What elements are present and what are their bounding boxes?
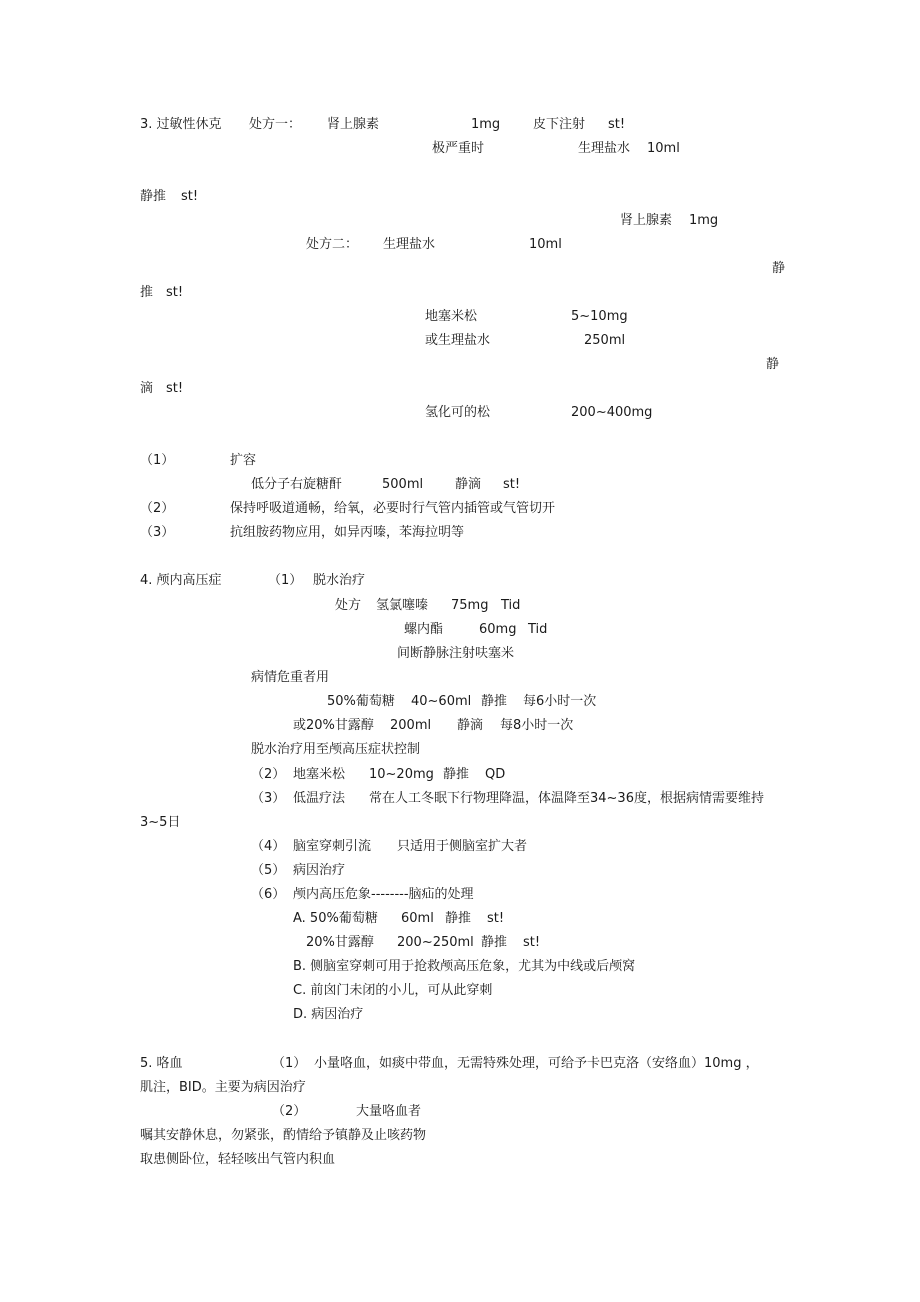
text-line: 小量咯血，如痰中带血，无需特殊处理，可给予卡巴克洛（安络血）10mg ，	[314, 1056, 759, 1071]
text-line: 保持呼吸道通畅，给氧，必要时行气管内插管或气管切开	[230, 501, 556, 516]
text-line: 处方	[335, 598, 362, 613]
text-line: 3. 过敏性休克	[140, 117, 222, 132]
text-line: Tid	[501, 598, 521, 613]
text-line: 滴	[140, 381, 154, 396]
text-line: 推	[140, 285, 154, 300]
text-line: 病因治疗	[293, 863, 346, 878]
text-line: 40~60ml	[411, 694, 472, 709]
text-line: 扩容	[230, 453, 257, 468]
text-line: 50%葡萄糖	[327, 694, 395, 709]
text-line: （3）	[251, 791, 286, 806]
text-line: C. 前囟门未闭的小儿，可从此穿刺	[293, 983, 493, 998]
text-line: 静推	[481, 935, 508, 950]
text-line: 静推	[140, 189, 167, 204]
text-line: st!	[487, 911, 505, 926]
text-line: 脑室穿刺引流	[293, 839, 372, 854]
text-line: 静推	[445, 911, 472, 926]
text-line: 10~20mg	[369, 767, 434, 782]
text-line: 200~400mg	[571, 405, 653, 420]
text-line: 氢化可的松	[425, 405, 491, 420]
text-line: 取患侧卧位，轻轻咳出气管内积血	[140, 1152, 336, 1167]
text-line: QD	[485, 767, 506, 782]
text-line: （4）	[251, 839, 286, 854]
text-line: st!	[166, 285, 184, 300]
text-line: （3）	[140, 525, 175, 540]
text-line: 10ml	[647, 141, 680, 156]
text-line: 脱水治疗	[313, 573, 366, 588]
text-line: D. 病因治疗	[293, 1007, 364, 1022]
text-line: st!	[166, 381, 184, 396]
text-line: B. 侧脑室穿刺可用于抢救颅高压危象，尤其为中线或后颅窝	[293, 959, 636, 974]
text-line: 1mg	[471, 117, 501, 132]
text-line: 5. 咯血	[140, 1056, 183, 1071]
text-line: （2）	[140, 501, 175, 516]
text-line: 颅内高压危象--------脑疝的处理	[293, 887, 474, 902]
text-line: 75mg	[451, 598, 489, 613]
text-line: 或生理盐水	[425, 333, 491, 348]
text-line: st!	[181, 189, 199, 204]
text-line: 地塞米松	[425, 309, 478, 324]
text-line: Tid	[528, 622, 548, 637]
text-line: 60mg	[479, 622, 517, 637]
text-line: （6）	[251, 887, 286, 902]
text-line: st!	[503, 477, 521, 492]
text-line: 200ml	[390, 718, 432, 733]
text-line: 静推	[481, 694, 508, 709]
text-line: 螺内酯	[404, 622, 444, 637]
text-line: 或20%甘露醇	[293, 718, 374, 733]
text-line: （1）	[268, 573, 303, 588]
text-line: 60ml	[401, 911, 434, 926]
text-line: 皮下注射	[533, 117, 586, 132]
text-line: 10ml	[529, 237, 562, 252]
text-line: 200~250ml	[397, 935, 474, 950]
text-line: 肾上腺素	[327, 117, 380, 132]
text-line: 处方二：	[306, 237, 359, 252]
text-line: 肌注，BID。主要为病因治疗	[140, 1080, 306, 1095]
text-line: 间断静脉注射呋塞米	[397, 646, 515, 661]
text-line: 病情危重者用	[251, 670, 330, 685]
text-line: 5~10mg	[571, 309, 628, 324]
text-line: st!	[523, 935, 541, 950]
text-line: 常在人工冬眠下行物理降温，体温降至34~36度，根据病情需要维持	[369, 791, 764, 806]
text-line: 静推	[443, 767, 470, 782]
text-line: 生理盐水	[578, 141, 631, 156]
text-line: 静	[766, 357, 780, 372]
text-line: （1）	[140, 453, 175, 468]
text-line: （2）	[272, 1104, 307, 1119]
text-line: 大量咯血者	[356, 1104, 422, 1119]
text-line: （1）	[272, 1056, 307, 1071]
text-line: 250ml	[584, 333, 626, 348]
text-line: 低分子右旋糖酐	[251, 477, 343, 492]
text-line: 20%甘露醇	[306, 935, 374, 950]
text-line: 1mg	[689, 213, 719, 228]
text-line: 处方一：	[249, 117, 302, 132]
text-line: 500ml	[382, 477, 424, 492]
text-line: 只适用于侧脑室扩大者	[397, 839, 528, 854]
text-line: 氢氯噻嗪	[376, 598, 429, 613]
text-line: 4. 颅内高压症	[140, 573, 222, 588]
text-line: 3~5日	[140, 815, 181, 830]
text-line: 极严重时	[432, 141, 485, 156]
text-line: （5）	[251, 863, 286, 878]
text-line: 嘱其安静休息，勿紧张，酌情给予镇静及止咳药物	[140, 1128, 427, 1143]
text-line: 抗组胺药物应用，如异丙嗪，苯海拉明等	[230, 525, 465, 540]
text-line: st!	[608, 117, 626, 132]
text-line: 地塞米松	[293, 767, 346, 782]
text-line: 脱水治疗用至颅高压症状控制	[251, 742, 421, 757]
text-line: 静	[772, 261, 786, 276]
text-line: 每8小时一次	[500, 718, 574, 733]
text-line: 静滴	[455, 477, 482, 492]
text-line: 肾上腺素	[620, 213, 673, 228]
text-line: 低温疗法	[293, 791, 346, 806]
text-line: （2）	[251, 767, 286, 782]
text-line: 每6小时一次	[523, 694, 597, 709]
text-line: A. 50%葡萄糖	[293, 911, 378, 926]
text-line: 生理盐水	[383, 237, 436, 252]
text-line: 静滴	[457, 718, 484, 733]
